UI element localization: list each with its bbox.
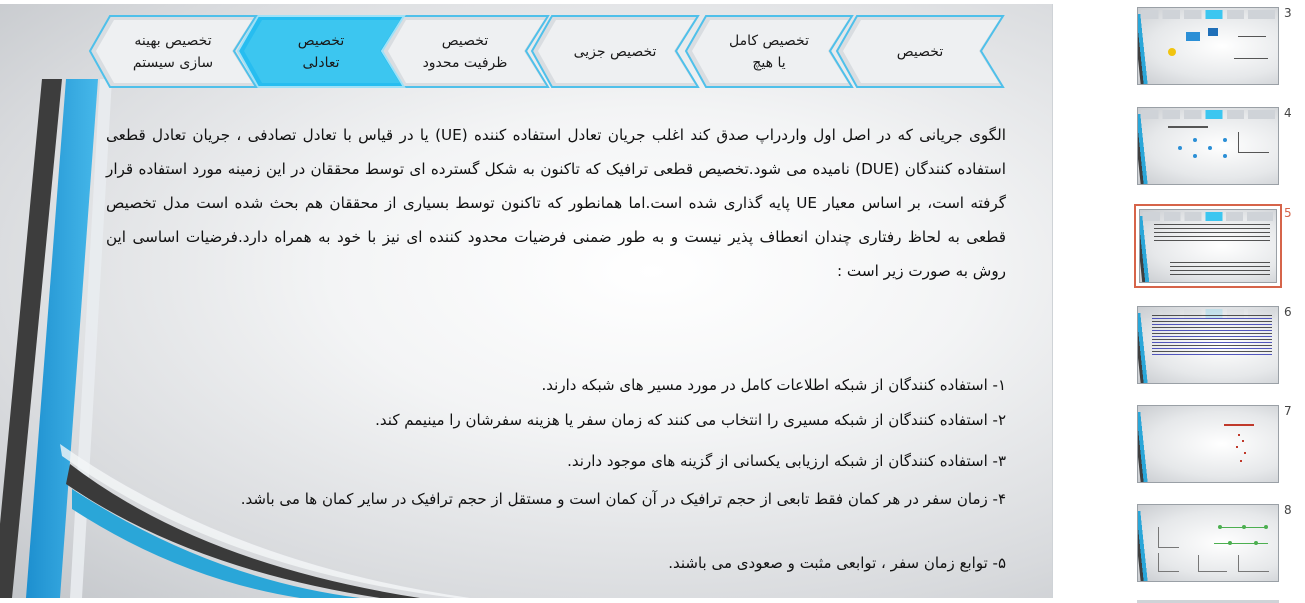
thumbnail-image <box>1137 306 1279 384</box>
thumbnail-image <box>1137 107 1279 185</box>
slide-thumbnail-3[interactable] <box>1135 5 1281 87</box>
thumbnail-image <box>1137 405 1279 483</box>
list-item: ۳- استفاده کنندگان از شبکه ارزیابی یکسانی از گزینه های موجود دارند. <box>567 452 1006 470</box>
tab-equilibrium[interactable] <box>236 14 406 89</box>
slide-thumbnail-6[interactable] <box>1135 304 1281 386</box>
tab-label: تخصیص ظرفیت محدود <box>422 32 508 71</box>
list-item: ۴- زمان سفر در هر کمان فقط تابعی از حجم ترافیک در آن کمان است و مستقل از حجم ترافیک در سایر کمان ها می باشد. <box>240 490 1006 508</box>
slide-canvas[interactable] <box>0 4 1053 598</box>
tab-all-or-nothing[interactable] <box>684 14 854 89</box>
thumbnail-image <box>1137 504 1279 582</box>
thumbnail-number: 3 <box>1284 6 1292 20</box>
list-item: ۲- استفاده کنندگان از شبکه مسیری را انتخاب می کنند که زمان سفر یا هزینه سفرشان را مینیمم کند. <box>375 411 1006 429</box>
thumbnail-number: 4 <box>1284 106 1292 120</box>
thumbnail-image <box>1137 7 1279 85</box>
slide-thumbnail-4[interactable] <box>1135 105 1281 187</box>
tab-label: تخصیص جزیی <box>573 43 657 60</box>
tab-label: تخصیص بهینه سازی سیستم <box>132 32 214 71</box>
list-item: ۵- توابع زمان سفر ، توابعی مثبت و صعودی می باشند. <box>668 554 1006 572</box>
tab-partial[interactable] <box>530 14 700 89</box>
thumbnail-image <box>1139 209 1277 283</box>
thumbnail-number: 7 <box>1284 404 1292 418</box>
tab-label: تخصیص <box>896 43 944 60</box>
tab-system-optimal[interactable] <box>88 14 258 89</box>
slide-thumbnail-8[interactable] <box>1135 502 1281 584</box>
tab-allocation[interactable] <box>835 14 1005 89</box>
slide-thumbnail-5[interactable] <box>1134 204 1282 288</box>
thumbnail-number: 8 <box>1284 503 1292 517</box>
tab-label: تخصیص کامل یا هیچ <box>729 32 809 71</box>
thumbnail-number: 6 <box>1284 305 1292 319</box>
body-paragraph[interactable]: الگوی جریانی که در اصل اول واردراپ صدق کند اغلب جریان تعادل استفاده کننده (UE) یا در قیاس با تعادل تصادفی ، جریان تعادل قطعی استفاده کنندگان (DUE) نامیده می شود.تخصیص قطعی ترافیک که تاکنون به شکل گسترده ای توسط محققان در این زمینه مورد استفاده قرار گرفته است، بر اساس معیار UE پایه گذاری شده است.اما همانطور که تاکنون توسط بسیاری از محققان هم بحث شده است مدل تخصیص قطعی به لحاظ رفتاری چندان انعطاف پذیر نیست و به طور ضمنی فرضیات محدود کننده ای نیز با خود به همراه دارد.فرضیات اساسی این روش به صورت زیر است : <box>106 126 1006 280</box>
assumptions-list[interactable] <box>101 370 1006 580</box>
slide-thumbnail-7[interactable] <box>1135 403 1281 485</box>
list-item: ۱- استفاده کنندگان از شبکه اطلاعات کامل در مورد مسیر های شبکه دارند. <box>541 376 1006 394</box>
tab-label: تخصیص تعادلی <box>297 32 345 71</box>
thumbnail-number: 5 <box>1284 206 1292 220</box>
